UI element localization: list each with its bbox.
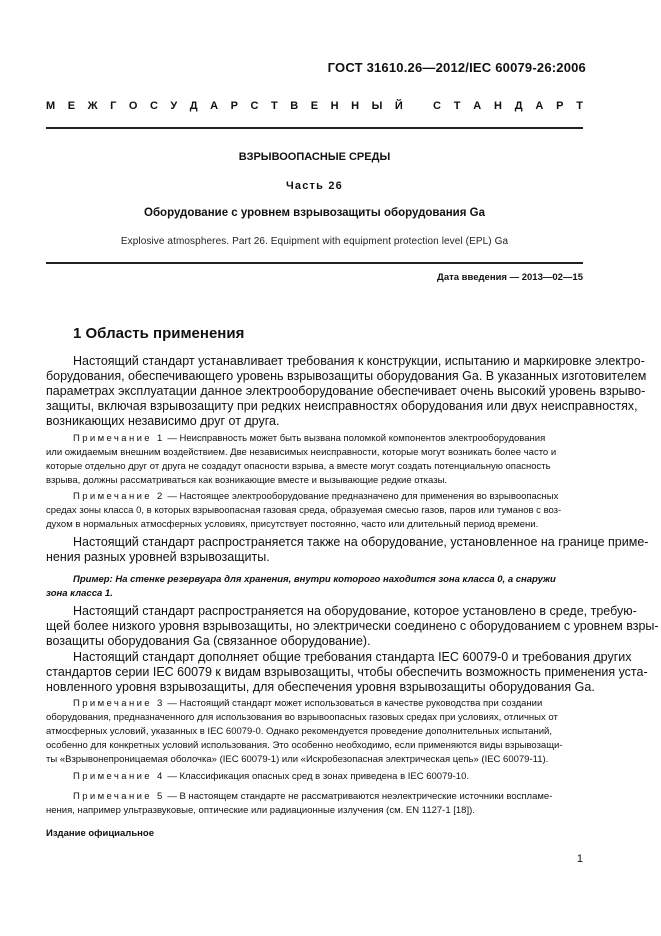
banner-letter: Й bbox=[394, 100, 403, 112]
paragraph-boundary bbox=[46, 535, 649, 565]
title-main: ВЗРЫВООПАСНЫЕ СРЕДЫ bbox=[238, 151, 391, 163]
text-line: особенно для конкретных условий использования. Это особенно необходимо, если применяются виды взрывозащи- bbox=[46, 740, 563, 751]
text-line: возащиты оборудования Ga (связанное оборудование). bbox=[46, 634, 371, 648]
title-english: Explosive atmospheres. Part 26. Equipment with equipment protection level (EPL) Ga bbox=[120, 236, 509, 247]
example bbox=[46, 573, 583, 601]
text-line: параметрах эксплуатации данное электрооборудование обеспечивает очень высокий уровень взрыво- bbox=[46, 384, 646, 398]
banner-letter: С bbox=[250, 100, 259, 112]
text-line: зона класса 1. bbox=[46, 588, 113, 599]
banner-letter: Т bbox=[576, 100, 583, 112]
banner-letter: Д bbox=[514, 100, 523, 112]
text-line: Настоящий стандарт устанавливает требования к конструкции, испытанию и маркировке электро- bbox=[73, 354, 645, 368]
text-line: — В настоящем стандарте не рассматриваются неэлектрические источники воспламе- bbox=[164, 791, 553, 802]
text-line: Настоящий стандарт распространяется на оборудование, которое установлено в среде, требую- bbox=[73, 604, 637, 618]
text-line: ты «Взрывонепроницаемая оболочка» (IEC 60079-1) или «Искробезопасная электрическая цепь» (IEC 60079-11). bbox=[46, 754, 549, 765]
text-line: атмосферных условий, указанных в IEC 60079-0. Однако рекомендуется проведение дополнительных испытаний, bbox=[46, 726, 552, 737]
banner-letter: Ж bbox=[87, 100, 98, 112]
text-line: возникающих независимо друг от друга. bbox=[46, 414, 280, 428]
note-label: Примечание 4 bbox=[73, 771, 165, 782]
official-edition-label: Издание официальное bbox=[46, 828, 154, 839]
note-3 bbox=[46, 697, 583, 767]
banner-letter: Е bbox=[310, 100, 319, 112]
banner-letter: О bbox=[128, 100, 138, 112]
title-subtitle: Оборудование с уровнем взрывозащиты оборудования Ga bbox=[144, 207, 485, 219]
text-line: нения, например ультразвуковые, оптические или радиационные излучения (см. EN 1127-1 [18]). bbox=[46, 805, 475, 816]
standard-word bbox=[433, 100, 583, 112]
banner-letter: Ы bbox=[371, 100, 383, 112]
paragraph-scope bbox=[46, 354, 647, 429]
text-line: новленного уровня взрывозащиты, для обеспечения уровня взрывозащиты оборудования Ga. bbox=[46, 680, 595, 694]
standard-code: ГОСТ 31610.26—2012/IEC 60079-26:2006 bbox=[327, 60, 586, 75]
text-line: которые отдельно друг от друга не создадут опасности взрыва, а вместе могут создать потенциальную опасность bbox=[46, 461, 551, 472]
text-line: или ожидаемым внешним воздействием. Две независимых неисправности, которые могут возникать более часто и bbox=[46, 447, 557, 458]
note-label: Примечание 5 bbox=[73, 791, 165, 802]
text-line: — Настоящий стандарт может использоваться в качестве руководства при создании bbox=[164, 698, 543, 709]
banner-letter: М bbox=[46, 100, 56, 112]
text-line: Настоящий стандарт распространяется также на оборудование, установленное на границе приме- bbox=[73, 535, 649, 549]
text-line: стандартов серии IEC 60079 к видам взрывозащиты, чтобы обеспечить возможность применения уста- bbox=[46, 665, 648, 679]
text-line: защиты, включая взрывозащиту при редких неисправностях оборудования или двух неисправностях, bbox=[46, 399, 638, 413]
interstate-standard-banner bbox=[46, 100, 583, 112]
banner-letter: С bbox=[149, 100, 158, 112]
banner-letter: Т bbox=[453, 100, 461, 112]
banner-letter: А bbox=[535, 100, 544, 112]
text-line: — Неисправность может быть вызвана поломкой компонентов электрооборудования bbox=[164, 433, 546, 444]
note-1 bbox=[46, 432, 583, 488]
banner-letter: Р bbox=[230, 100, 238, 112]
text-line: взрыва, должны рассматриваться как возникающие вместе и вызывающие редкие отказы. bbox=[46, 475, 448, 486]
banner-letter: С bbox=[433, 100, 441, 112]
text-line: оборудования, предназначенного для использования во взрывоопасных газовых средах при условиях, отличных от bbox=[46, 712, 558, 723]
title-part: Часть 26 bbox=[285, 180, 343, 192]
banner-letter: А bbox=[473, 100, 482, 112]
introduction-date: Дата введения — 2013—02—15 bbox=[437, 272, 583, 283]
note-2 bbox=[46, 490, 583, 532]
page-number: 1 bbox=[576, 853, 583, 865]
banner-letter: Г bbox=[110, 100, 117, 112]
text-line: — Настоящее электрооборудование предназначено для применения во взрывоопасных bbox=[164, 491, 559, 502]
top-rule bbox=[46, 127, 583, 129]
banner-letter: Р bbox=[556, 100, 564, 112]
section-heading: 1 Область применения bbox=[73, 325, 245, 342]
banner-letter: У bbox=[170, 100, 178, 112]
banner-letter: Н bbox=[330, 100, 339, 112]
note-label: Примечание 1 bbox=[73, 433, 165, 444]
banner-letter: А bbox=[210, 100, 219, 112]
text-line: — Классификация опасных сред в зонах приведена в IEC 60079-10. bbox=[164, 771, 470, 782]
banner-letter: Д bbox=[189, 100, 198, 112]
title-rule bbox=[46, 262, 583, 264]
text-line: Пример: На стенке резервуара для хранения, внутри которого находится зона класса 0, а снаружи bbox=[73, 574, 556, 585]
banner-letter: Н bbox=[493, 100, 502, 112]
text-line: средах зоны класса 0, в которых взрывоопасная газовая среда, образуемая смесью газов, паров или туманов с воз- bbox=[46, 505, 562, 516]
banner-letter: Е bbox=[67, 100, 76, 112]
banner-letter: В bbox=[290, 100, 299, 112]
interstate-word bbox=[46, 100, 403, 112]
banner-letter: Н bbox=[351, 100, 360, 112]
banner-letter: Т bbox=[271, 100, 278, 112]
note-label: Примечание 2 bbox=[73, 491, 165, 502]
note-4 bbox=[46, 770, 583, 784]
text-line: нения разных уровней взрывозащиты. bbox=[46, 550, 270, 564]
text-line: Настоящий стандарт дополняет общие требования стандарта IEC 60079-0 и требования других bbox=[73, 650, 632, 664]
paragraph-supplements bbox=[46, 650, 648, 695]
text-line: борудования, обеспечивающего уровень взрывозащиты оборудования Ga. В указанных изготовителем bbox=[46, 369, 647, 383]
paragraph-associated bbox=[46, 604, 659, 649]
note-label: Примечание 3 bbox=[73, 698, 165, 709]
note-5 bbox=[46, 790, 583, 818]
text-line: духом в нормальных атмосферных условиях, присутствует постоянно, часто или длительный период времени. bbox=[46, 519, 539, 530]
text-line: щей более низкого уровня взрывозащиты, но электрически соединено с оборудованием с уровнем взры- bbox=[46, 619, 659, 633]
